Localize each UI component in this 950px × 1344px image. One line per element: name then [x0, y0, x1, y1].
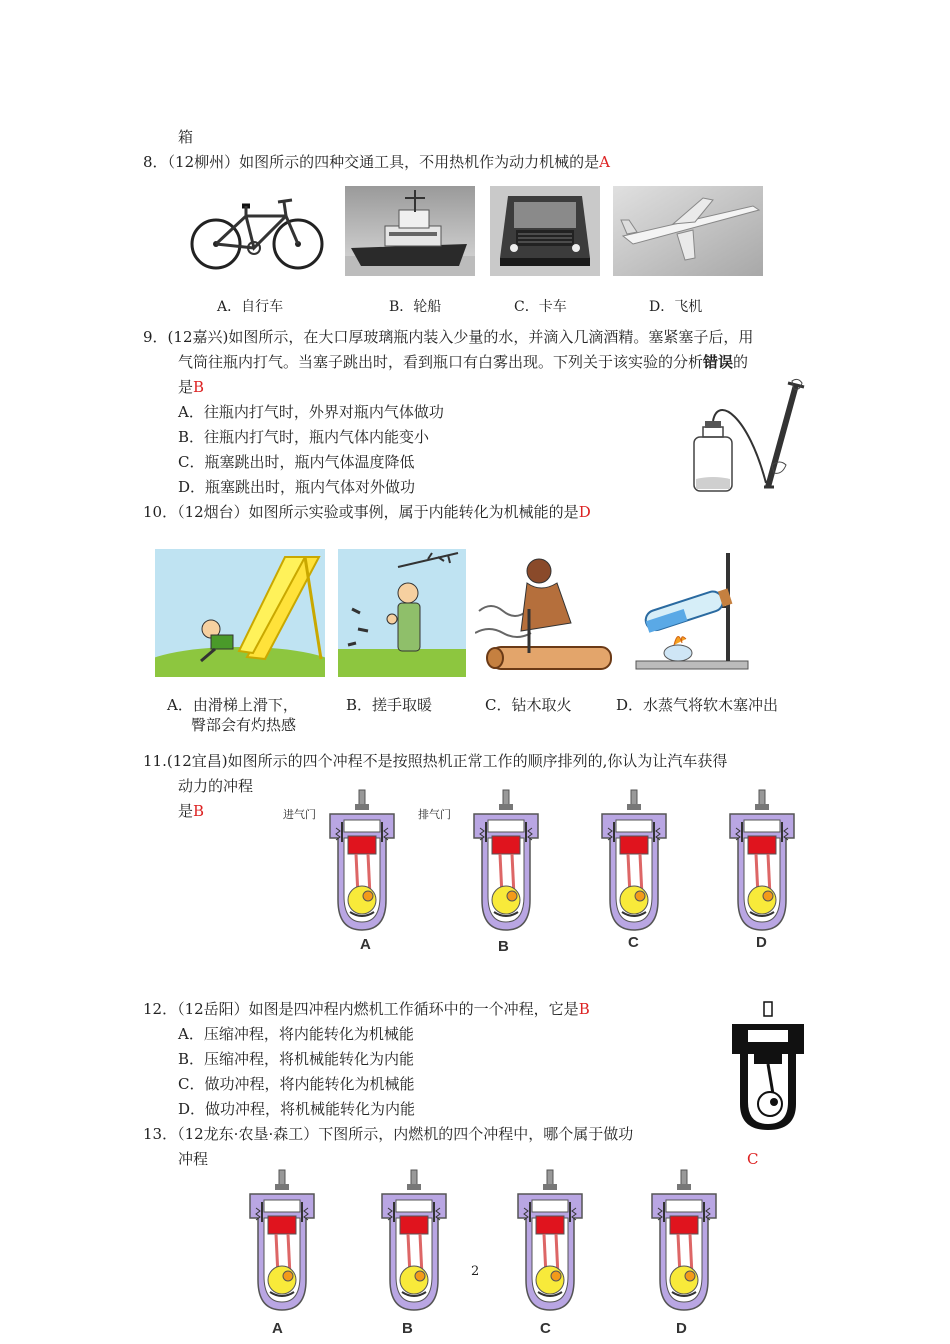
q11-label-c: C — [628, 934, 639, 951]
q11-answer: B — [193, 802, 205, 820]
q11-engine-d — [720, 788, 804, 934]
q10-stem: 10．（12烟台）如图所示实验或事例，属于内能转化为机械能的是D — [143, 503, 591, 521]
q11-line1: 11.(12宜昌)如图所示的四个冲程不是按照热机正常工作的顺序排列的,你认为让汽车获得 — [143, 752, 728, 770]
drill-wood-image — [475, 549, 623, 677]
q9-option-d: D．瓶塞跳出时，瓶内气体对外做功 — [178, 478, 416, 496]
q9-option-c: C．瓶塞跳出时，瓶内气体温度降低 — [178, 453, 415, 471]
q9-emphasis: 错误 — [703, 353, 734, 371]
q13-line1: 13．（12龙东·农垦·森工）下图所示，内燃机的四个冲程中，哪个属于做功 — [143, 1125, 634, 1143]
steam-cork-image — [630, 549, 755, 677]
q12-engine-bw — [726, 1000, 810, 1134]
q12-option-d: D．做功冲程，将机械能转化为内能 — [178, 1100, 416, 1118]
q13-label-d: D — [676, 1320, 687, 1337]
airplane-image — [613, 186, 763, 276]
q12-answer: B — [578, 1000, 590, 1018]
q8-caption-a: A．自行车 — [217, 299, 284, 315]
q11-engine-a — [320, 788, 404, 934]
q9-line2: 气筒往瓶内打气。当塞子跳出时，看到瓶口有白雾出现。下列关于该实验的分析错误的 — [178, 353, 749, 371]
q12-option-a: A．压缩冲程，将内能转化为机械能 — [178, 1025, 414, 1043]
q10-caption-a2: 臀部会有灼热感 — [191, 716, 297, 734]
q9-line1: 9．(12嘉兴)如图所示，在大口厚玻璃瓶内装入少量的水，并滴入几滴酒精。塞紧塞子后，用 — [143, 328, 754, 346]
q13-engine-d — [642, 1168, 726, 1314]
q8-answer: A — [599, 153, 610, 171]
q13-line2: 冲程 — [178, 1150, 209, 1168]
q9-answer: B — [193, 378, 205, 396]
q8-caption-d: D．飞机 — [649, 299, 703, 315]
q8-caption-b: B．轮船 — [389, 299, 442, 315]
q11-engine-c — [592, 788, 676, 934]
slide-image — [155, 549, 325, 677]
q10-caption-b: B．搓手取暖 — [346, 696, 433, 714]
truck-image — [490, 186, 600, 276]
q9-option-b: B．往瓶内打气时，瓶内气体内能变小 — [178, 428, 430, 446]
q12-option-b: B．压缩冲程，将机械能转化为内能 — [178, 1050, 415, 1068]
q11-line3: 是B — [178, 802, 205, 820]
q13-answer: C — [747, 1150, 759, 1168]
page-number: 2 — [471, 1264, 480, 1279]
bicycle-image — [188, 186, 326, 276]
rub-hands-image — [338, 549, 466, 677]
q10-caption-a: A．由滑梯上滑下， — [167, 696, 298, 714]
q11-line2: 动力的冲程 — [178, 777, 254, 795]
intake-valve-label: 进气门 — [283, 808, 316, 821]
q13-engine-b — [372, 1168, 456, 1314]
q8-stem: 8．（12柳州）如图所示的四种交通工具，不用热机作为动力机械的是A — [143, 153, 610, 171]
q13-label-c: C — [540, 1320, 551, 1337]
exhaust-valve-label: 排气门 — [418, 808, 451, 821]
q9-line3: 是B — [178, 378, 205, 396]
q13-label-b: B — [402, 1320, 413, 1337]
q13-engine-a — [240, 1168, 324, 1314]
q11-label-d: D — [756, 934, 767, 951]
ship-image — [345, 186, 475, 276]
q11-label-a: A — [360, 936, 371, 953]
q11-label-b: B — [498, 938, 509, 955]
q10-caption-d: D．水蒸气将软木塞冲出 — [616, 696, 779, 714]
q10-caption-c: C．钻木取火 — [485, 696, 572, 714]
q8-caption-c: C．卡车 — [514, 299, 567, 315]
q11-engine-b — [464, 788, 548, 934]
top-fragment: 箱 — [178, 128, 194, 146]
q13-label-a: A — [272, 1320, 283, 1337]
q9-option-a: A．往瓶内打气时，外界对瓶内气体做功 — [178, 403, 444, 421]
q10-answer: D — [578, 503, 591, 521]
bottle-pump-image — [688, 375, 808, 495]
q13-engine-c — [508, 1168, 592, 1314]
q12-stem: 12．（12岳阳）如图是四冲程内燃机工作循环中的一个冲程，它是B — [143, 1000, 590, 1018]
q12-option-c: C．做功冲程，将内能转化为机械能 — [178, 1075, 415, 1093]
